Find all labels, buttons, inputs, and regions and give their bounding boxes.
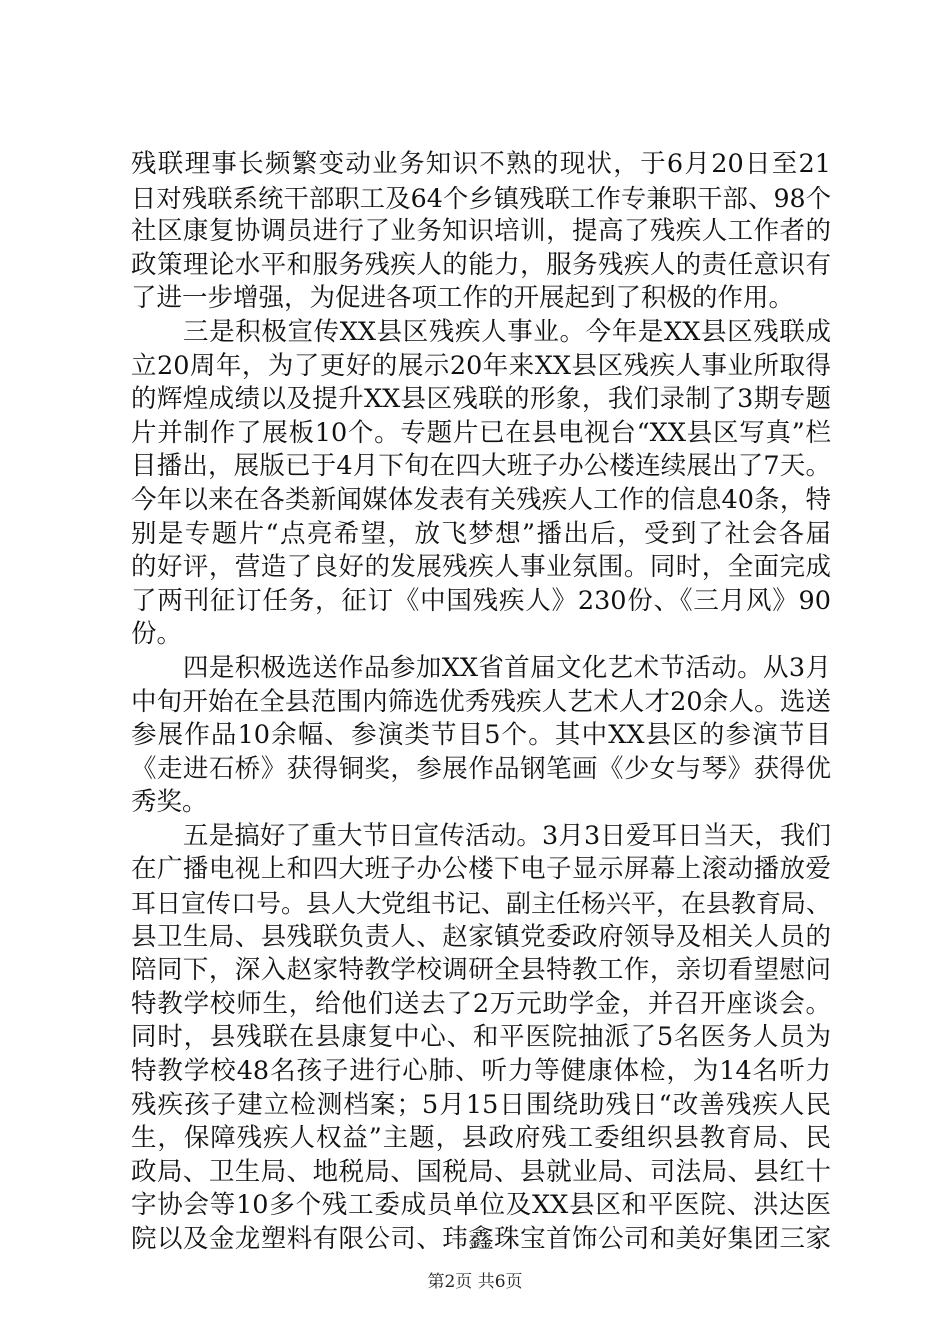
text-line: 政局、卫生局、地税局、国税局、县就业局、司法局、县红十 <box>131 1156 831 1187</box>
text-line: 秀奖。 <box>131 787 208 818</box>
text-line: 生，保障残疾人权益”主题，县政府残工委组织县教育局、民 <box>131 1123 831 1154</box>
text-line: 今年以来在各类新闻媒体发表有关残疾人工作的信息40条，特 <box>131 484 831 515</box>
text-line: 残疾孩子建立检测档案；5月15日围绕助残日“改善残疾人民 <box>131 1089 831 1120</box>
text-line: 耳日宣传口号。县人大党组书记、副主任杨兴平，在县教育局、 <box>131 889 832 919</box>
text-line: 残联理事长频繁变动业务知识不熟的现状，于6月20日至21 <box>131 149 831 179</box>
text-line: 份。 <box>131 619 183 650</box>
text-line: 参展作品10余幅、参演类节目5个。其中XX县区的参演节目 <box>131 720 831 751</box>
text-line: 片并制作了展板10个。专题片已在县电视台“XX县区写真”栏 <box>131 417 831 448</box>
text-line: 的好评，营造了良好的发展残疾人事业氛围。同时，全面完成 <box>131 552 831 583</box>
text-line: 目播出，展版已于4月下旬在四大班子办公楼连续展出了7天。 <box>131 451 831 482</box>
text-line: 县卫生局、县残联负责人、赵家镇党委政府领导及相关人员的 <box>131 921 831 952</box>
paragraph-start-line: 三是积极宣传XX县区残疾人事业。今年是XX县区残联成 <box>183 316 831 347</box>
text-line: 了两刊征订任务，征订《中国残疾人》230份、《三月风》90 <box>131 585 831 616</box>
text-line: 在广播电视上和四大班子办公楼下电子显示屏幕上滚动播放爱 <box>131 854 831 885</box>
paragraph-start-line: 四是积极选送作品参加XX省首届文化艺术节活动。从3月 <box>183 652 831 683</box>
text-line: 的辉煌成绩以及提升XX县区残联的形象，我们录制了3期专题 <box>131 384 831 415</box>
text-line: 字协会等10多个残工委成员单位及XX县区和平医院、洪达医 <box>131 1190 831 1221</box>
text-line: 陪同下，深入赵家特教学校调研全县特教工作，亲切看望慰问 <box>131 955 831 986</box>
text-line: 社区康复协调员进行了业务知识培训，提高了残疾人工作者的 <box>131 216 831 247</box>
page-number-footer: 第2页 共6页 <box>427 1272 523 1292</box>
text-line: 日对残联系统干部职工及64个乡镇残联工作专兼职干部、98个 <box>131 183 831 213</box>
paragraph-start-line: 五是搞好了重大节日宣传活动。3月3日爱耳日当天，我们 <box>183 820 831 851</box>
text-line: 院以及金龙塑料有限公司、玮鑫珠宝首饰公司和美好集团三家 <box>131 1224 831 1254</box>
text-line: 了进一步增强，为促进各项工作的开展起到了积极的作用。 <box>131 283 795 314</box>
text-line: 立20周年，为了更好的展示20年来XX县区残疾人事业所取得 <box>131 350 831 381</box>
text-line: 同时，县残联在县康复中心、和平医院抽派了5名医务人员为 <box>131 1022 831 1053</box>
body-text <box>131 148 831 1257</box>
text-line: 中旬开始在全县范围内筛选优秀残疾人艺术人才20余人。选送 <box>131 686 831 717</box>
text-line: 特教学校师生，给他们送去了2万元助学金，并召开座谈会。 <box>131 988 831 1019</box>
text-line: 别是专题片“点亮希望，放飞梦想”播出后，受到了社会各届 <box>131 518 831 549</box>
text-line: 特教学校48名孩子进行心肺、听力等健康体检，为14名听力 <box>131 1056 831 1087</box>
text-line: 政策理论水平和服务残疾人的能力，服务残疾人的责任意识有 <box>131 249 831 280</box>
text-line: 《走进石桥》获得铜奖，参展作品钢笔画《少女与琴》获得优 <box>131 753 831 784</box>
